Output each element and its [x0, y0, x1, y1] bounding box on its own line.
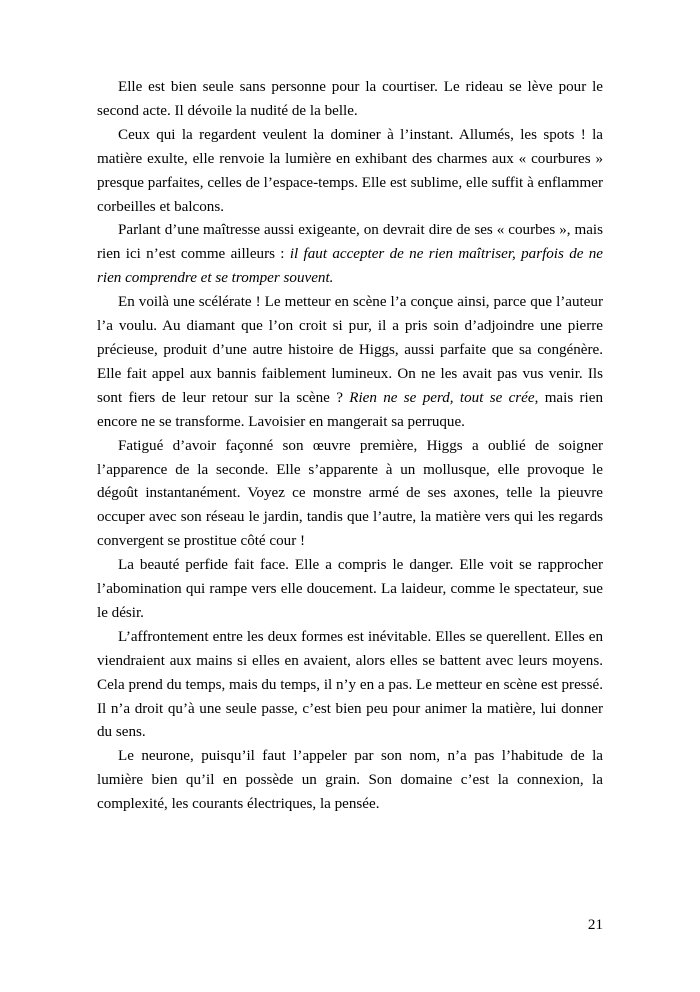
text-run: Elle est bien seule sans personne pour la courtiser. Le rideau se lève pour le second acte. Il dévoile la nudité de la belle.: [97, 79, 603, 119]
paragraph: [97, 626, 603, 746]
paragraph: [97, 554, 603, 626]
paragraph: [97, 435, 603, 555]
text-run: L’affrontement entre les deux formes est inévitable. Elles se querellent. Elles en viendraient aux mains si elles en avaient, alors elles se battent avec leurs moyens. Cela prend du temps, mais du temps, il n’y en a pas. Le metteur en scène est pressé. Il n’a droit qu’à une seule passe, c’est bien peu pour animer la matière, lui donner du sens.: [97, 628, 603, 741]
paragraph: [97, 124, 603, 220]
text-run: En voilà une scélérate ! Le metteur en scène l’a conçue ainsi, parce que l’auteur l’a voulu. Au diamant que l’on croit si pur, il a pris soin d’adjoindre une pierre précieuse, produit d’une autre histoire de Higgs, aussi parfaite que sa congénère. Elle fait appel aux bannis faiblement lumineux. On ne les avait pas vus venir. Ils sont fiers de leur retour sur la scène ?: [97, 294, 603, 406]
body-text-block: [97, 76, 603, 817]
text-run: , mais rien encore ne se transforme. Lavoisier en mangerait sa perruque.: [97, 389, 603, 430]
page-number: 21: [587, 917, 603, 933]
text-run: Ceux qui la regardent veulent la dominer à l’instant. Allumés, les spots ! la matière exulte, elle renvoie la lumière en exhibant des charmes aux « courbures » presque parfaites, celles de l’espace-temps. Elle est sublime, elle suffit à enflammer corbeilles et balcons.: [97, 126, 603, 215]
italic-text-run: Rien ne se perd, tout se crée: [349, 389, 535, 406]
italic-text-run: il faut accepter de ne rien maîtriser, parfois de ne rien comprendre et se tromper souvent.: [97, 246, 603, 287]
text-run: Fatigué d’avoir façonné son œuvre première, Higgs a oublié de soigner l’apparence de la seconde. Elle s’apparente à un mollusque, elle provoque le dégoût instantanément. Voyez ce monstre armé de ses axones, telle la pieuvre occuper avec son réseau le jardin, tandis que l’autre, la matière vers qui les regards convergent se prostitue côté cour !: [97, 437, 603, 550]
paragraph: [97, 76, 603, 124]
text-run: La beauté perfide fait face. Elle a compris le danger. Elle voit se rapprocher l’abomination qui rampe vers elle doucement. La laideur, comme le spectateur, sue le désir.: [97, 557, 603, 621]
paragraph: [97, 291, 603, 434]
text-run: Le neurone, puisqu’il faut l’appeler par son nom, n’a pas l’habitude de la lumière bien qu’il en possède un grain. Son domaine c’est la connexion, la complexité, les courants électriques, la pensée.: [97, 748, 603, 813]
paragraph: [97, 745, 603, 817]
text-run: Parlant d’une maîtresse aussi exigeante, on devrait dire de ses « courbes », mais rien ici n’est comme ailleurs :: [97, 222, 603, 263]
paragraph: [97, 219, 603, 291]
